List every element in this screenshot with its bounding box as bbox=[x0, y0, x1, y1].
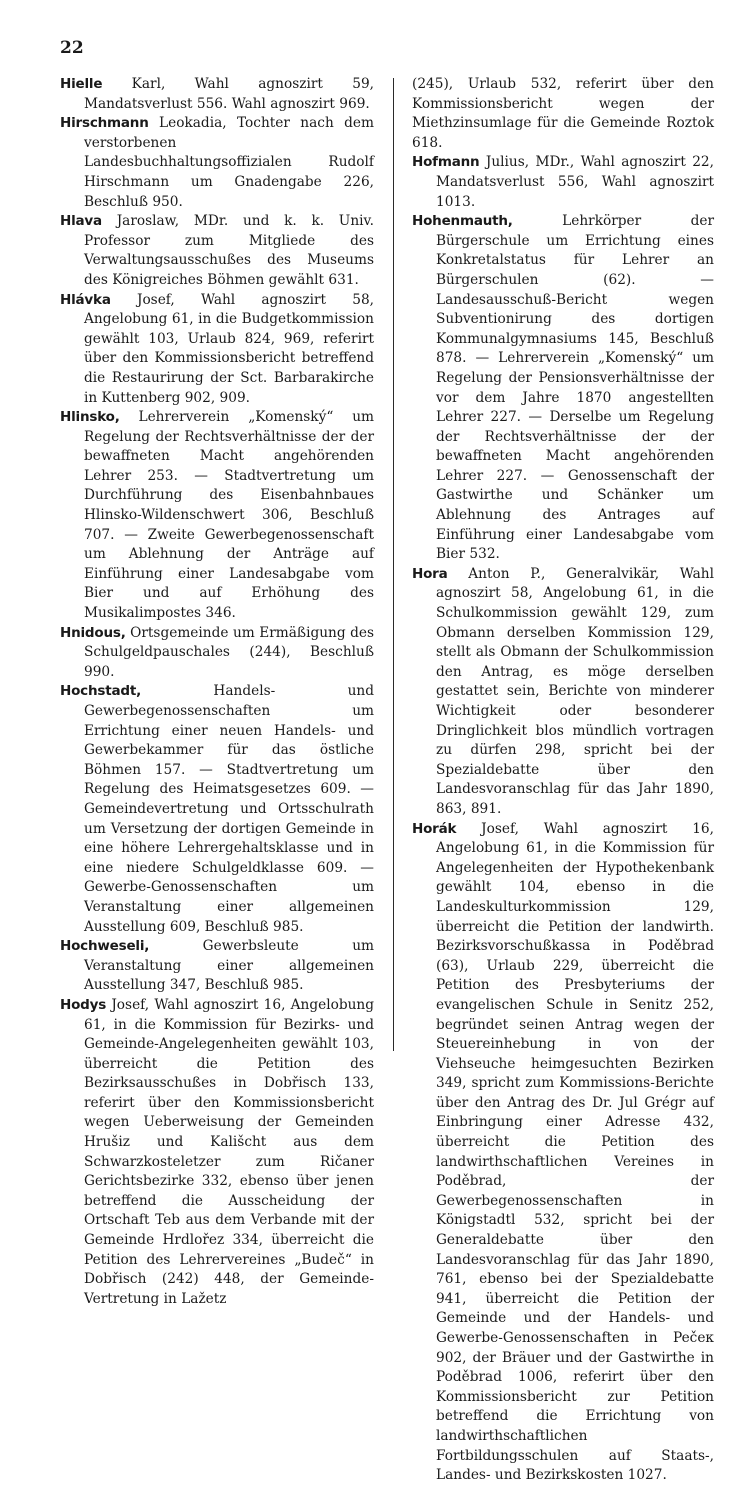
entry-text: Anton P., Generalvikär, Wahl agnoszirt 58, Angelobung 61, in die Schulkommission gewählt 129, zum Obmann derselben Kommission 129, stellt als Obmann der Schulkommission den Antrag, es möge derselben gestattet sein, Berichte von minderer Wichtigkeit oder besonderer Dringlichkeit blos mündlich vortragen zu dürfen 298, spricht bei der Spezialdebatte über den Landesvoranschlag für das Jahr 1890, 863, 891. bbox=[436, 565, 714, 817]
entry-text: Handels- und Gewerbegenossenschaften um Errichtung einer neuen Handels- und Gewerbekammer für das östliche Böhmen 157. — Stadtvertretung um Regelung des Heimatsgesetzes 609. — Gemeindevertretung und Ortsschulrath um Versetzung der dortigen Gemeinde in eine höhere Lehrergehaltsklasse und in eine niedere Schulgeldklasse 609. — Gewerbe-Genossenschaften um Veranstaltung einer allgemeinen Ausstellung 609, Beschluß 985. bbox=[84, 683, 374, 935]
index-entry bbox=[60, 624, 374, 683]
entry-name: Hlava bbox=[60, 213, 102, 230]
index-entry bbox=[60, 291, 374, 409]
index-entry bbox=[412, 565, 714, 820]
index-entry bbox=[412, 820, 714, 1486]
entry-text: Leokadia, Tochter nach dem verstorbenen Landesbuchhaltungsoffizialen Rudolf Hirschmann um Gnadengabe 226, Beschluß 950. bbox=[84, 115, 374, 210]
entry-name: Hnidous, bbox=[60, 624, 126, 641]
index-entry bbox=[412, 212, 714, 565]
index-entry bbox=[60, 212, 374, 290]
index-entry bbox=[60, 996, 374, 1310]
index-entry bbox=[60, 114, 374, 212]
entry-name: Hielle bbox=[60, 76, 103, 92]
entry-text: Karl, Wahl agnoszirt 59, Mandatsverlust 556. Wahl agnoszirt 969. bbox=[84, 76, 374, 112]
entry-text: Julius, MDr., Wahl agnoszirt 22, Mandatsverlust 556, Wahl agnoszirt 1013. bbox=[436, 154, 714, 210]
entry-text: Josef, Wahl agnoszirt 16, Angelobung 61, in die Kommission für Angelegenheiten der Hypothekenbank gewählt 104, ebenso in die Landeskulturkommission 129, überreicht die Petition der landwirth. Bezirksvorschußkassa in Poděbrad (63), Urlaub 229, überreicht die Petition des Presbyteriums der evangelischen Schule in Senitz 252, begründet seinen Antrag wegen der Steuereinhebung in von der Viehseuche heimgesuchten Bezirken 349, spricht zum Kommissions-Berichte über den Antrag des Dr. Jul Grégr auf Einbringung einer Adresse 432, überreicht die Petition des landwirthschaftlichen Vereines in Poděbrad, der Gewerbegenossenschaften in Königstadtl 532, spricht bei der Generaldebatte über den Landesvoranschlag für das Jahr 1890, 761, ebenso bei der Spezialdebatte 941, überreicht die Petition der Gemeinde und der Handels- und Gewerbe-Genossenschaften in Pečeк 902, der Bräuer und der Gastwirthe in Poděbrad 1006, referirt über den Kommissionsbericht zur Petition betreffend die Errichtung von landwirthschaftlichen Fortbildungsschulen auf Staats-, Landes- und Bezirkskosten 1027. bbox=[436, 820, 714, 1484]
page-number: 22 bbox=[60, 38, 84, 58]
entry-name: Hodys bbox=[60, 996, 107, 1013]
index-entry-continuation bbox=[412, 75, 714, 153]
entry-text: (245), Urlaub 532, referirt über den Kommissionsbericht wegen der Miethzinsumlage für die Gemeinde Roztok 618. bbox=[412, 76, 714, 151]
entry-name: Hochstadt, bbox=[60, 683, 142, 700]
entry-name: Hofmann bbox=[412, 154, 480, 171]
entry-name: Horák bbox=[412, 820, 457, 837]
entry-text: Lehrerverein „Komenský“ um Regelung der Rechtsverhältnisse der der bewaffneten Macht angehörenden Lehrer 253. — Stadtvertretung um Durchführung des Eisenbahnbaues Hlinsko-Wildenschwert 306, Beschluß 707. — Zweite Gewerbegenossenschaft um Ablehnung der Anträge auf Einführung einer Landesabgabe vom Bier und auf Erhöhung des Musikalimpostes 346. bbox=[84, 409, 374, 622]
entry-text: Jaroslaw, MDr. und k. k. Univ. Professor zum Mitgliede des Verwaltungsausschußes des Museums des Königreiches Böhmen gewählt 631. bbox=[84, 213, 374, 288]
entry-name: Hlinsko, bbox=[60, 409, 120, 426]
entry-name: Hirschmann bbox=[60, 115, 149, 132]
index-entry bbox=[412, 153, 714, 212]
entry-name: Hohenmauth, bbox=[412, 213, 513, 230]
entry-name: Hochweseli, bbox=[60, 938, 150, 955]
entry-text: Josef, Wahl agnoszirt 58, Angelobung 61, in die Budgetkommission gewählt 103, Urlaub 824, 969, referirt über den Kommissionsbericht betreffend die Restaurirung der Sct. Barbarakirche in Kuttenberg 902, 909. bbox=[84, 291, 374, 406]
entry-text: Ortsgemeinde um Ermäßigung des Schulgeldpauschales (244), Beschluß 990. bbox=[84, 624, 374, 680]
right-column bbox=[412, 75, 714, 1486]
index-entry bbox=[60, 408, 374, 624]
entry-text: Lehrkörper der Bürgerschule um Errichtung eines Konkretalstatus für Lehrer an Bürgerschulen (62). — Landesausschuß-Bericht wegen Subventionirung des dortigen Kommunalgymnasiums 145, Beschluß 878. — Lehrerverein „Komenský“ um Regelung der Pensionsverhältnisse der vor dem Jahre 1870 angestellten Lehrer 227. — Derselbe um Regelung der Rechtsverhältnisse der der bewaffneten Macht angehörenden Lehrer 227. — Genossenschaft der Gastwirthe und Schänker um Ablehnung des Antrages auf Einführung einer Landesabgabe vom Bier 532. bbox=[436, 213, 714, 563]
entry-text: Josef, Wahl agnoszirt 16, Angelobung 61, in die Kommission für Bezirks- und Gemeinde-Angelegenheiten gewählt 103, überreicht die Petition des Bezirksausschußes in Dobřisch 133, referirt über den Kommissionsbericht wegen Ueberweisung der Gemeinden Hrušiz und Kališcht aus dem Schwarzkosteletzer zum Ričaner Gerichtsbezirke 332, ebenso über jenen betreffend die Ausscheidung der Ortschaft Teb aus dem Verbande mit der Gemeinde Hrdlořez 334, überreicht die Petition des Lehrervereines „Budeč“ in Dobřisch (242) 448, der Gemeinde-Vertretung in Lažetz bbox=[84, 996, 374, 1307]
entry-name: Hlávka bbox=[60, 291, 111, 308]
entry-text: Gewerbsleute um Veranstaltung einer allgemeinen Ausstellung 347, Beschluß 985. bbox=[84, 938, 374, 994]
column-divider bbox=[393, 78, 394, 1051]
entry-name: Hora bbox=[412, 565, 448, 582]
index-entry bbox=[60, 75, 374, 114]
index-entry bbox=[60, 937, 374, 996]
index-entry bbox=[60, 682, 374, 937]
left-column bbox=[60, 75, 374, 1309]
